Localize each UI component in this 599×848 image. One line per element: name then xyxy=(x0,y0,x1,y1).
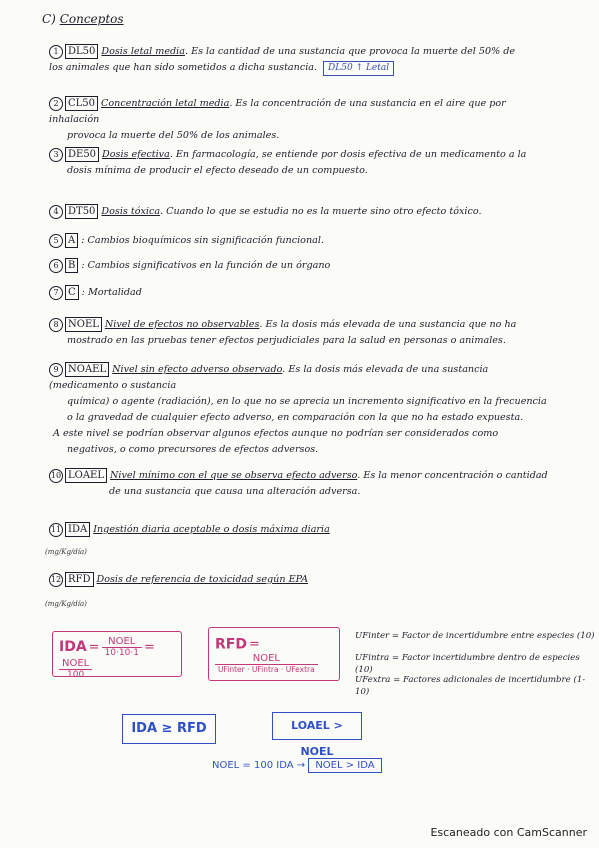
entry-definition: . Es la dosis más elevada de una sustancia (medicamento o sustancia xyxy=(49,364,489,391)
rfd-formula-var: RFD xyxy=(215,636,247,653)
entry-abbr: NOAEL xyxy=(65,362,109,377)
entry-term: Ingestión diaria aceptable o dosis máxima diaria xyxy=(93,524,330,535)
entry-definition-cont: A este nivel se podrían observar algunos efectos aunque no podrían ser considerados como xyxy=(53,428,499,439)
entry-abbr: DE50 xyxy=(65,147,99,162)
entry-dl50 xyxy=(49,44,559,76)
entry-abbr: A xyxy=(65,233,78,248)
rfd-formula: RFD = $\frac{\text{NOEL}}{\text{UFinter · UFintra · UFextra}}$ xyxy=(208,627,340,681)
ida-ge-rfd-box: IDA ≥ RFD xyxy=(122,714,216,744)
entry-definition: . Cuando lo que se estudia no es la muerte sino otro efecto tóxico. xyxy=(160,206,482,217)
entry-definition: : Cambios significativos en la función de un órgano xyxy=(81,260,331,271)
entry-number: 6 xyxy=(49,259,63,273)
entry-definition-cont: negativos, o como precursores de efectos adversos. xyxy=(67,444,319,455)
entry-number: 7 xyxy=(49,286,63,300)
entry-definition: : Cambios bioquímicos sin significación funcional. xyxy=(81,235,324,246)
rfd-fraction: $\frac{\text{NOEL}}{\text{UFinter · UFintra · UFextra}}$ xyxy=(215,653,318,674)
entry-loael xyxy=(49,468,559,500)
entry-term: Dosis letal media xyxy=(101,46,185,57)
scanner-watermark: Escaneado con CamScanner xyxy=(430,826,587,839)
entry-de50 xyxy=(49,147,559,179)
entry-number: 2 xyxy=(49,97,63,111)
entry-cl50 xyxy=(49,96,559,144)
entry-abbr: RFD xyxy=(65,572,94,587)
entry-ida xyxy=(49,522,559,538)
ida-fraction-1: $\frac{\text{NOEL}}{10\cdot 10\cdot 1}$ xyxy=(102,636,142,658)
section-prefix: C) xyxy=(42,12,56,26)
entry-abbr: CL50 xyxy=(65,96,98,111)
ida-formula-var: IDA xyxy=(59,639,87,655)
entry-number: 8 xyxy=(49,318,63,332)
uf-note-extra: UFextra = Factores adicionales de incertidumbre (1-10) xyxy=(355,675,586,697)
entry-rfd xyxy=(49,572,559,588)
ida-unit: (mg/Kg/día) xyxy=(45,548,87,556)
entry-definition: . Es la concentración de una sustancia en el aire que por inhalación xyxy=(49,98,506,125)
entry-noel xyxy=(49,317,559,349)
entry-definition-cont: dosis mínima de producir el efecto deseado de un compuesto. xyxy=(67,165,368,176)
section-title xyxy=(42,12,124,26)
entry-definition-cont: mostrado en las pruebas tener efectos perjudiciales para la salud en personas o animales. xyxy=(67,335,506,346)
entry-number: 4 xyxy=(49,205,63,219)
entry-a xyxy=(49,233,559,249)
entry-definition: . Es la dosis más elevada de una sustancia que no ha xyxy=(259,319,517,330)
entry-definition-cont: de una sustancia que causa una alteración adversa. xyxy=(109,486,361,497)
entry-term: Nivel mínimo con el que se observa efecto adverso xyxy=(110,470,358,481)
entry-abbr: DL50 xyxy=(65,44,98,59)
dl50-note: DL50 ↑ Letal xyxy=(323,61,394,76)
noel-gt-ida-box: NOEL > IDA xyxy=(308,758,381,773)
entry-abbr: NOEL xyxy=(65,317,102,332)
entry-term: Nivel sin efecto adverso observado xyxy=(112,364,283,375)
entry-definition-cont: química) o agente (radiación), en lo que no se aprecia un incremento significativo en la frecuencia xyxy=(67,396,547,407)
entry-term: Concentración letal media xyxy=(101,98,230,109)
entry-dt50 xyxy=(49,204,559,220)
noel-equals-100-ida: NOEL = 100 IDA → xyxy=(212,760,306,771)
section-heading: Conceptos xyxy=(59,12,124,26)
entry-definition: . En farmacología, se entiende por dosis efectiva de un medicamento a la xyxy=(169,149,527,160)
entry-definition: . Es la cantidad de una sustancia que provoca la muerte del 50% de xyxy=(184,46,516,57)
loael-gt-noel-box: LOAEL > NOEL xyxy=(272,712,362,740)
uf-note-intra: UFintra = Factor incertidumbre dentro de especies (10) xyxy=(355,653,580,675)
entry-abbr: C xyxy=(65,285,79,300)
entry-definition-cont: los animales que han sido sometidos a dicha sustancia. DL50 ↑ Letal xyxy=(49,60,559,76)
rfd-unit: (mg/Kg/día) xyxy=(45,600,87,608)
entry-term: Dosis de referencia de toxicidad según EPA xyxy=(96,574,309,585)
entry-number: 10 xyxy=(49,469,63,483)
entry-number: 1 xyxy=(49,45,63,59)
entry-abbr: DT50 xyxy=(65,204,98,219)
entry-term: Dosis tóxica xyxy=(101,206,161,217)
entry-noael xyxy=(49,362,559,458)
entry-number: 5 xyxy=(49,234,63,248)
noel-ida-relation xyxy=(212,758,382,773)
entry-term: Nivel de efectos no observables xyxy=(104,319,260,330)
uf-note-inter: UFinter = Factor de incertidumbre entre especies (10) xyxy=(355,631,595,641)
entry-definition: : Mortalidad xyxy=(81,287,142,298)
entry-abbr: B xyxy=(65,258,78,273)
entry-number: 3 xyxy=(49,148,63,162)
entry-abbr: LOAEL xyxy=(65,468,107,483)
ida-formula: IDA = $\frac{\text{NOEL}}{10\cdot 10\cdot 1}$ = $\frac{\text{NOEL}}{100}$ xyxy=(52,631,182,677)
entry-term: Dosis efectiva xyxy=(102,149,170,160)
entry-number: 9 xyxy=(49,363,63,377)
ida-fraction-2: $\frac{\text{NOEL}}{100}$ xyxy=(59,658,92,680)
entry-number: 12 xyxy=(49,573,63,587)
entry-definition-cont: provoca la muerte del 50% de los animales. xyxy=(67,130,280,141)
entry-definition-cont: o la gravedad de cualquier efecto adverso, en comparación con la que no ha estado expuesta. xyxy=(67,412,524,423)
entry-c xyxy=(49,285,559,301)
entry-number: 11 xyxy=(49,523,63,537)
entry-abbr: IDA xyxy=(65,522,90,537)
entry-b xyxy=(49,258,559,274)
entry-definition: . Es la menor concentración o cantidad xyxy=(357,470,548,481)
